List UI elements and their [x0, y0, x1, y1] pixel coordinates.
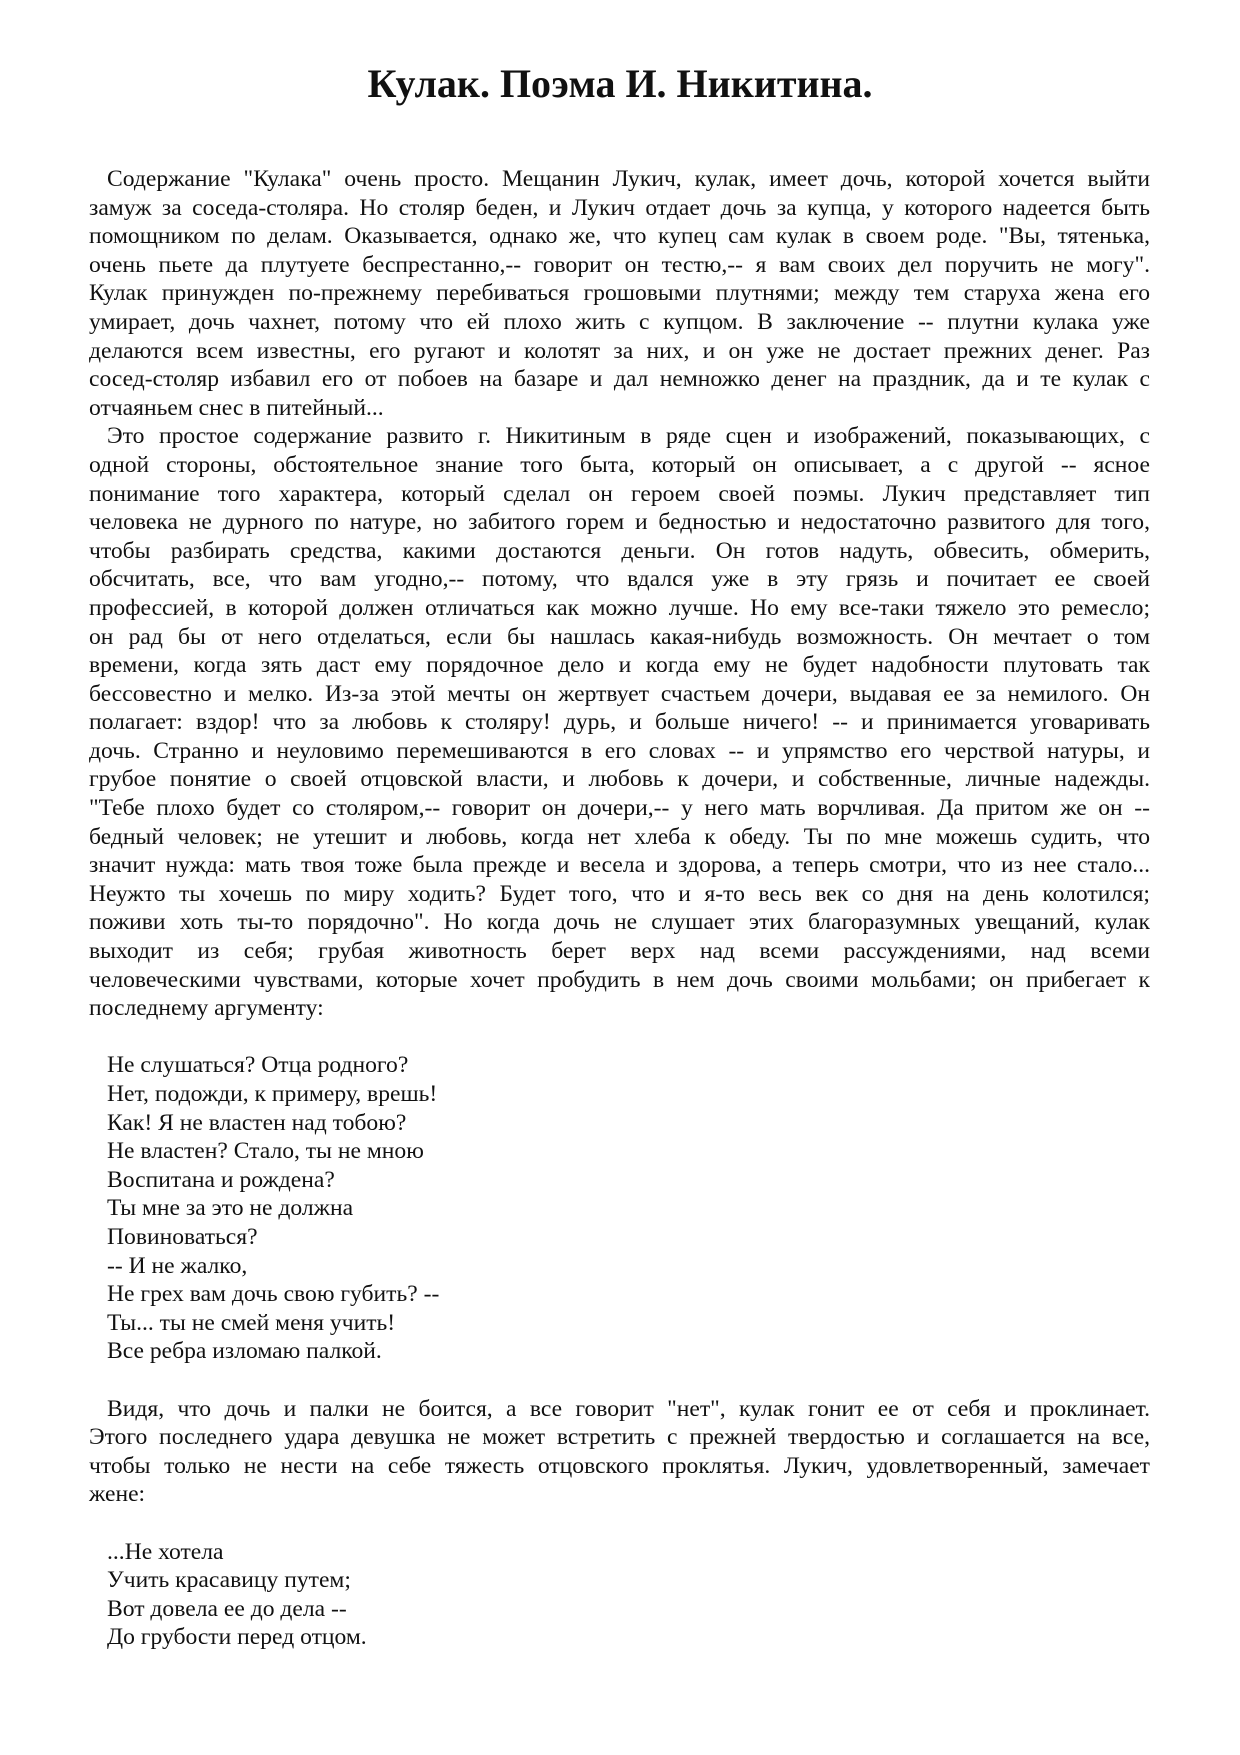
- verse-line: Как! Я не властен над тобою?: [107, 1109, 407, 1136]
- text-line: грубое понятие о своей отцовской власти, и любовь к дочери, и собственные, личные надежды.: [89, 766, 1150, 793]
- text-line: полагает: вздор! что за любовь к столяру! дурь, и больше ничего! -- и принимается уговаривать: [89, 709, 1150, 736]
- verse-line: ...Не хотела: [107, 1538, 224, 1565]
- verse-line: Не властен? Стало, ты не мною: [107, 1138, 424, 1165]
- text-line: Неужто ты хочешь по миру ходить? Будет того, что и я-то весь век со дня на день колотился;: [89, 880, 1150, 907]
- text-line: отчаяньем снес в питейный...: [89, 394, 384, 421]
- text-line: бедный человек; не утешит и любовь, когда нет хлеба к обеду. Ты по мне можешь судить, что: [89, 823, 1150, 850]
- verse-line: Не грех вам дочь свою губить? --: [107, 1281, 440, 1308]
- verse-line: -- И не жалко,: [107, 1252, 248, 1279]
- text-line: выходит из себя; грубая животность берет верх над всеми рассуждениями, над всеми: [89, 938, 1150, 965]
- paragraph: [89, 165, 1150, 422]
- text-line: жене:: [89, 1481, 146, 1508]
- verse-line: Не слушаться? Отца родного?: [107, 1052, 409, 1079]
- text-line: времени, когда зять даст ему порядочное дело и когда ему не будет надобности плутовать так: [89, 652, 1150, 679]
- text-line: сосед-столяр избавил его от побоев на базаре и дал немножко денег на праздник, да и те кулак с: [89, 366, 1150, 393]
- text-line: дочь. Странно и неуловимо перемешиваются в его словах -- и упрямство его черствой натуры, и: [89, 737, 1150, 764]
- verse-quote: [89, 1051, 1150, 1366]
- text-line: "Тебе плохо будет со столяром,-- говорит он дочери,-- у него мать ворчливая. Да притом же он --: [89, 795, 1150, 822]
- verse-line: Повиноваться?: [107, 1223, 258, 1250]
- text-line: замуж за соседа-столяра. Но столяр беден, и Лукич отдает дочь за купца, у которого надеется быть: [89, 194, 1150, 221]
- text-line: поживи хоть ты-то порядочно". Но когда дочь не слушает этих благоразумных увещаний, кулак: [89, 909, 1150, 936]
- text-line: чтобы разбирать средства, какими достаются деньги. Он готов надуть, обвесить, обмерить,: [89, 537, 1150, 564]
- text-line: Видя, что дочь и палки не боится, а все говорит "нет", кулак гонит ее от себя и проклинает.: [107, 1395, 1150, 1422]
- text-line: очень пьете да плутуете беспрестанно,-- говорит он тестю,-- я вам своих дел поручить не могу".: [89, 251, 1150, 278]
- verse-line: Ты мне за это не должна: [107, 1195, 354, 1222]
- text-line: умирает, дочь чахнет, потому что ей плохо жить с купцом. В заключение -- плутни кулака уже: [89, 308, 1150, 335]
- text-line: Это простое содержание развито г. Никитиным в ряде сцен и изображений, показывающих, с: [107, 423, 1150, 450]
- text-line: человека не дурного по натуре, но забитого горем и бедностью и недостаточно развитого для того,: [89, 509, 1150, 536]
- text-line: Кулак принужден по-прежнему перебиваться грошовыми плутнями; между тем старуха жена его: [89, 280, 1150, 307]
- text-line: Этого последнего удара девушка не может встретить с прежней твердостью и соглашается на все,: [89, 1424, 1150, 1451]
- text-line: человеческими чувствами, которые хочет пробудить в нем дочь своими мольбами; он прибегает к: [89, 966, 1150, 993]
- text-line: чтобы только не нести на себе тяжесть отцовского проклятья. Лукич, удовлетворенный, замечает: [89, 1452, 1150, 1479]
- text-line: последнему аргументу:: [89, 995, 324, 1022]
- verse-line: Нет, подожди, к примеру, врешь!: [107, 1081, 438, 1107]
- verse-quote: [89, 1538, 1150, 1652]
- document-body: [89, 165, 1150, 1652]
- verse-line: Ты... ты не смей меня учить!: [107, 1309, 396, 1336]
- text-line: бессовестно и мелко. Из-за этой мечты он жертвует счастьем дочери, выдавая ее за немилого. Он: [89, 680, 1150, 707]
- text-line: понимание того характера, который сделал он героем своей поэмы. Лукич представляет тип: [89, 480, 1150, 507]
- paragraph: [89, 422, 1150, 1022]
- text-line: делаются всем известны, его ругают и колотят за них, и он уже не достает прежних денег. Раз: [89, 337, 1150, 364]
- verse-line: Вот довела ее до дела --: [107, 1595, 347, 1622]
- text-line: Содержание "Кулака" очень просто. Мещанин Лукич, кулак, имеет дочь, которой хочется выйти: [107, 166, 1150, 192]
- text-line: профессией, в которой должен отличаться как можно лучше. Но ему все-таки тяжело это ремесло;: [89, 594, 1150, 621]
- verse-line: До грубости перед отцом.: [107, 1624, 367, 1651]
- paragraph: [89, 1395, 1150, 1509]
- text-line: значит нужда: мать твоя тоже была прежде и весела и здорова, а теперь смотри, что из нее стало...: [89, 852, 1150, 879]
- verse-line: Воспитана и рождена?: [107, 1166, 335, 1193]
- verse-line: Учить красавицу путем;: [107, 1567, 351, 1594]
- document-title: Кулак. Поэма И. Никитина.: [367, 61, 873, 106]
- text-line: помощником по делам. Оказывается, однако же, что купец сам кулак в своем роде. "Вы, тятенька,: [89, 223, 1150, 250]
- text-line: одной стороны, обстоятельное знание того быта, который он описывает, а с другой -- ясное: [89, 451, 1150, 478]
- text-line: он рад бы от него отделаться, если бы нашлась какая-нибудь возможность. Он мечтает о том: [89, 623, 1150, 650]
- text-line: обсчитать, все, что вам угодно,-- потому, что вдался уже в эту грязь и почитает ее своей: [89, 566, 1150, 593]
- verse-line: Все ребра изломаю палкой.: [107, 1338, 382, 1365]
